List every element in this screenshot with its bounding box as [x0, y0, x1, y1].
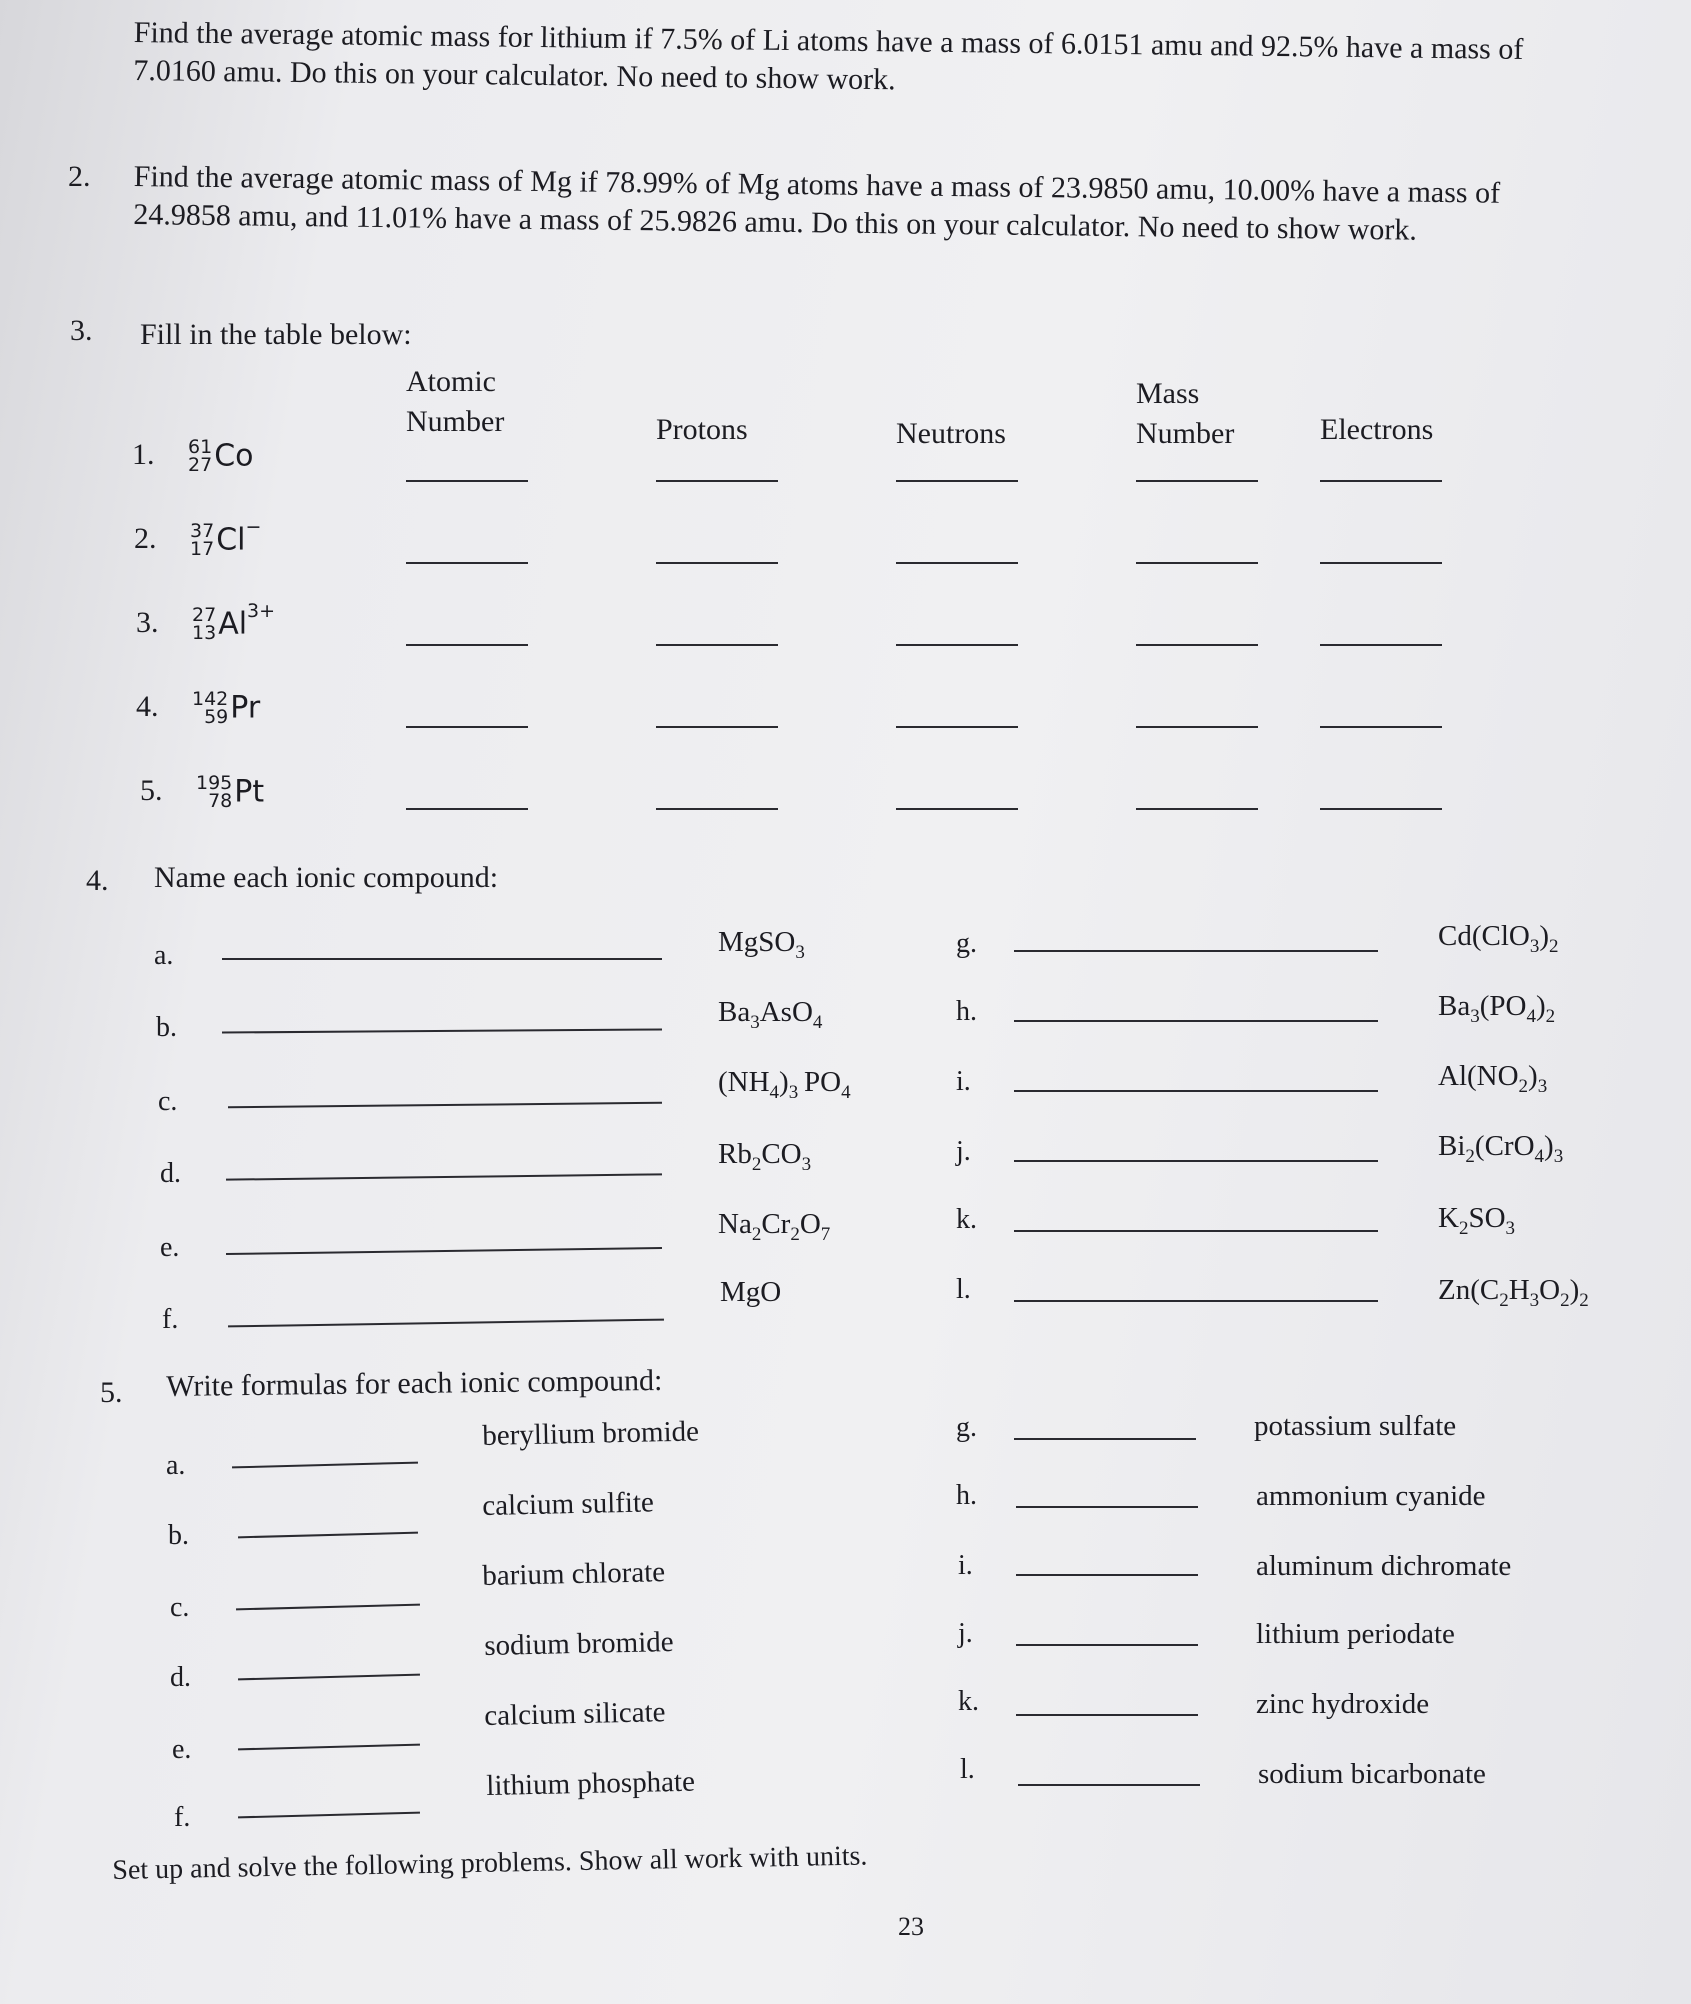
blank-mass-number[interactable] [1136, 808, 1258, 810]
mass-number-superscript: 27 [192, 603, 217, 626]
ion-charge: 3+ [247, 600, 276, 622]
isotope-symbol [196, 768, 264, 810]
q4-formula-i: $Al(NO_2)_3$ [1438, 1060, 1548, 1097]
q5-letter-k: k. [958, 1686, 979, 1717]
q5-letter-d: d. [170, 1662, 191, 1693]
q4-letter-b: b. [156, 1012, 177, 1043]
q5-answer-blank-h[interactable] [1016, 1506, 1198, 1508]
isotope-row-number: 2. [134, 522, 157, 555]
blank-electrons[interactable] [1320, 808, 1442, 810]
blank-protons[interactable] [656, 480, 778, 482]
q4-answer-blank-k[interactable] [1014, 1230, 1378, 1232]
blank-neutrons[interactable] [896, 808, 1018, 810]
question-2-line-1: Find the average atomic mass of Mg if 78.99% of Mg atoms have a mass of 23.9850 amu, 10.00% have a mass of [133, 159, 1501, 210]
q5-name-d: sodium bromide [484, 1626, 674, 1662]
q5-answer-blank-a[interactable] [232, 1462, 418, 1469]
blank-atomic-number[interactable] [406, 480, 528, 482]
q5-answer-blank-j[interactable] [1016, 1644, 1198, 1646]
mass-number-superscript: 37 [190, 519, 215, 542]
blank-electrons[interactable] [1320, 480, 1442, 482]
q4-answer-blank-b[interactable] [222, 1028, 662, 1033]
question-5-prompt: Write formulas for each ionic compound: [166, 1363, 663, 1403]
q4-formula-a: MgSO$_3$ [718, 926, 805, 963]
q4-letter-g: g. [956, 928, 977, 959]
solve-problems-instruction: Set up and solve the following problems. Show all work with units. [112, 1840, 868, 1886]
atomic-number-subscript: 13 [192, 621, 217, 644]
blank-atomic-number[interactable] [406, 644, 528, 646]
blank-electrons[interactable] [1320, 644, 1442, 646]
q4-answer-blank-c[interactable] [228, 1102, 662, 1109]
q5-answer-blank-b[interactable] [238, 1532, 418, 1539]
q5-letter-i: i. [958, 1550, 973, 1581]
question-5-number: 5. [100, 1376, 123, 1409]
q5-name-a: beryllium bromide [482, 1415, 700, 1452]
isotope-row-number: 5. [140, 774, 163, 807]
q5-letter-c: c. [170, 1592, 190, 1623]
element-symbol: Pr [230, 690, 261, 726]
q5-letter-e: e. [172, 1734, 192, 1765]
isotope-symbol [188, 432, 254, 474]
q4-letter-j: j. [956, 1136, 971, 1167]
blank-electrons[interactable] [1320, 726, 1442, 728]
q5-answer-blank-f[interactable] [238, 1812, 420, 1819]
blank-mass-number[interactable] [1136, 562, 1258, 564]
q5-letter-g: g. [956, 1412, 977, 1443]
question-1-line-2: 7.0160 amu. Do this on your calculator. No need to show work. [133, 53, 896, 97]
element-symbol: Cl [216, 522, 246, 558]
q4-letter-f: f. [162, 1304, 179, 1335]
blank-neutrons[interactable] [896, 562, 1018, 564]
atomic-number-subscript: 17 [190, 537, 215, 560]
q4-letter-i: i. [956, 1066, 971, 1097]
q4-formula-h: $Ba_3(PO_4)_2$ [1438, 990, 1556, 1027]
nuclide-numbers [192, 603, 217, 644]
header-protons: Protons [656, 413, 748, 446]
q4-letter-a: a. [154, 940, 174, 971]
q4-formula-f: MgO [720, 1276, 782, 1308]
question-2-line-2: 24.9858 amu, and 11.01% have a mass of 25.9826 amu. Do this on your calculator. No need to show work. [133, 197, 1418, 247]
q4-formula-k: $K_2SO_3$ [1438, 1202, 1516, 1239]
q5-answer-blank-c[interactable] [236, 1604, 420, 1611]
mass-number-superscript: 195 [196, 771, 233, 794]
q4-formula-g: $Cd(ClO_3)_2$ [1438, 920, 1559, 957]
q5-name-g: potassium sulfate [1254, 1410, 1457, 1442]
header-mass-number: Mass Number [1136, 377, 1235, 450]
q4-formula-b: $Ba_3AsO_4$ [718, 996, 823, 1033]
q5-answer-blank-i[interactable] [1016, 1574, 1198, 1576]
question-1-line-1: Find the average atomic mass for lithium if 7.5% of Li atoms have a mass of 6.0151 amu and 92.5% have a mass of [133, 15, 1524, 66]
blank-atomic-number[interactable] [406, 562, 528, 564]
q4-letter-k: k. [956, 1204, 977, 1235]
question-2-number: 2. [68, 160, 91, 193]
question-3-prompt: Fill in the table below: [140, 318, 412, 351]
q4-answer-blank-g[interactable] [1014, 950, 1378, 952]
q5-letter-f: f. [174, 1802, 191, 1833]
question-3-number: 3. [70, 314, 93, 347]
q5-name-k: zinc hydroxide [1256, 1688, 1430, 1720]
element-symbol: Co [214, 438, 254, 474]
q4-formula-c: $(NH_4)_3$ $PO_4$ [718, 1066, 851, 1103]
q5-letter-a: a. [166, 1450, 186, 1481]
atomic-number-subscript: 78 [208, 789, 233, 812]
q4-answer-blank-l[interactable] [1014, 1300, 1378, 1302]
atomic-number-subscript: 59 [204, 705, 229, 728]
q4-letter-e: e. [160, 1232, 180, 1263]
q4-answer-blank-h[interactable] [1014, 1020, 1378, 1022]
mass-number-superscript: 142 [192, 687, 229, 710]
q5-answer-blank-l[interactable] [1018, 1784, 1200, 1786]
mass-number-superscript: 61 [188, 435, 213, 458]
blank-protons[interactable] [656, 726, 778, 728]
isotope-symbol [190, 516, 261, 558]
q4-answer-blank-e[interactable] [226, 1247, 662, 1255]
isotope-row-number: 4. [136, 690, 159, 723]
question-1-text [133, 14, 1523, 107]
question-4-number: 4. [86, 864, 109, 897]
element-symbol: Pt [234, 774, 265, 810]
q5-name-j: lithium periodate [1256, 1618, 1455, 1650]
q4-answer-blank-d[interactable] [226, 1173, 662, 1180]
nuclide-numbers [190, 519, 215, 560]
q5-letter-l: l. [960, 1754, 975, 1785]
blank-atomic-number[interactable] [406, 808, 528, 810]
blank-mass-number[interactable] [1136, 644, 1258, 646]
isotope-row-number: 1. [132, 438, 155, 471]
q5-name-l: sodium bicarbonate [1258, 1758, 1486, 1790]
q4-formula-e: $Na_2Cr_2O_7$ [718, 1208, 831, 1245]
blank-neutrons[interactable] [896, 644, 1018, 646]
q4-answer-blank-j[interactable] [1014, 1160, 1378, 1162]
q5-letter-j: j. [958, 1618, 973, 1649]
q5-answer-blank-e[interactable] [238, 1744, 420, 1751]
blank-neutrons[interactable] [896, 480, 1018, 482]
page-number: 23 [898, 1912, 924, 1941]
header-neutrons: Neutrons [896, 417, 1006, 450]
q5-letter-h: h. [956, 1480, 977, 1511]
q4-letter-h: h. [956, 996, 977, 1027]
blank-neutrons[interactable] [896, 726, 1018, 728]
q4-letter-l: l. [956, 1274, 971, 1305]
q5-answer-blank-d[interactable] [238, 1674, 420, 1681]
blank-mass-number[interactable] [1136, 480, 1258, 482]
blank-electrons[interactable] [1320, 562, 1442, 564]
blank-protons[interactable] [656, 644, 778, 646]
isotope-symbol [192, 600, 275, 642]
header-electrons: Electrons [1320, 413, 1434, 446]
q5-name-b: calcium sulfite [482, 1486, 655, 1522]
ion-charge: − [245, 516, 262, 538]
q5-name-i: aluminum dichromate [1256, 1550, 1512, 1582]
q5-name-c: barium chlorate [482, 1556, 666, 1592]
q4-answer-blank-f[interactable] [228, 1319, 664, 1328]
element-symbol: Al [218, 606, 248, 642]
q4-letter-c: c. [158, 1086, 178, 1117]
q4-answer-blank-a[interactable] [222, 958, 662, 960]
blank-mass-number[interactable] [1136, 726, 1258, 728]
q4-formula-j: $Bi_2(CrO_4)_3$ [1438, 1130, 1564, 1167]
nuclide-numbers [188, 435, 213, 476]
q4-answer-blank-i[interactable] [1014, 1090, 1378, 1092]
blank-protons[interactable] [656, 562, 778, 564]
q4-letter-d: d. [160, 1158, 181, 1189]
blank-protons[interactable] [656, 808, 778, 810]
q4-formula-l: $Zn(C_2H_3O_2)_2$ [1438, 1274, 1589, 1311]
q5-letter-b: b. [168, 1520, 189, 1551]
q5-name-e: calcium silicate [484, 1696, 666, 1732]
nuclide-numbers [192, 687, 229, 728]
blank-atomic-number[interactable] [406, 726, 528, 728]
atomic-number-subscript: 27 [188, 453, 213, 476]
q4-formula-d: $Rb_2CO_3$ [718, 1138, 812, 1175]
isotope-symbol [192, 684, 260, 726]
isotope-row-number: 3. [136, 606, 159, 639]
q5-name-h: ammonium cyanide [1256, 1480, 1486, 1512]
q5-answer-blank-k[interactable] [1016, 1714, 1198, 1716]
question-2-text [133, 158, 1500, 251]
nuclide-numbers [196, 771, 233, 812]
header-atomic-number: Atomic Number [406, 365, 505, 438]
q5-name-f: lithium phosphate [486, 1765, 696, 1802]
q5-answer-blank-g[interactable] [1014, 1438, 1196, 1440]
question-4-prompt: Name each ionic compound: [154, 861, 499, 894]
